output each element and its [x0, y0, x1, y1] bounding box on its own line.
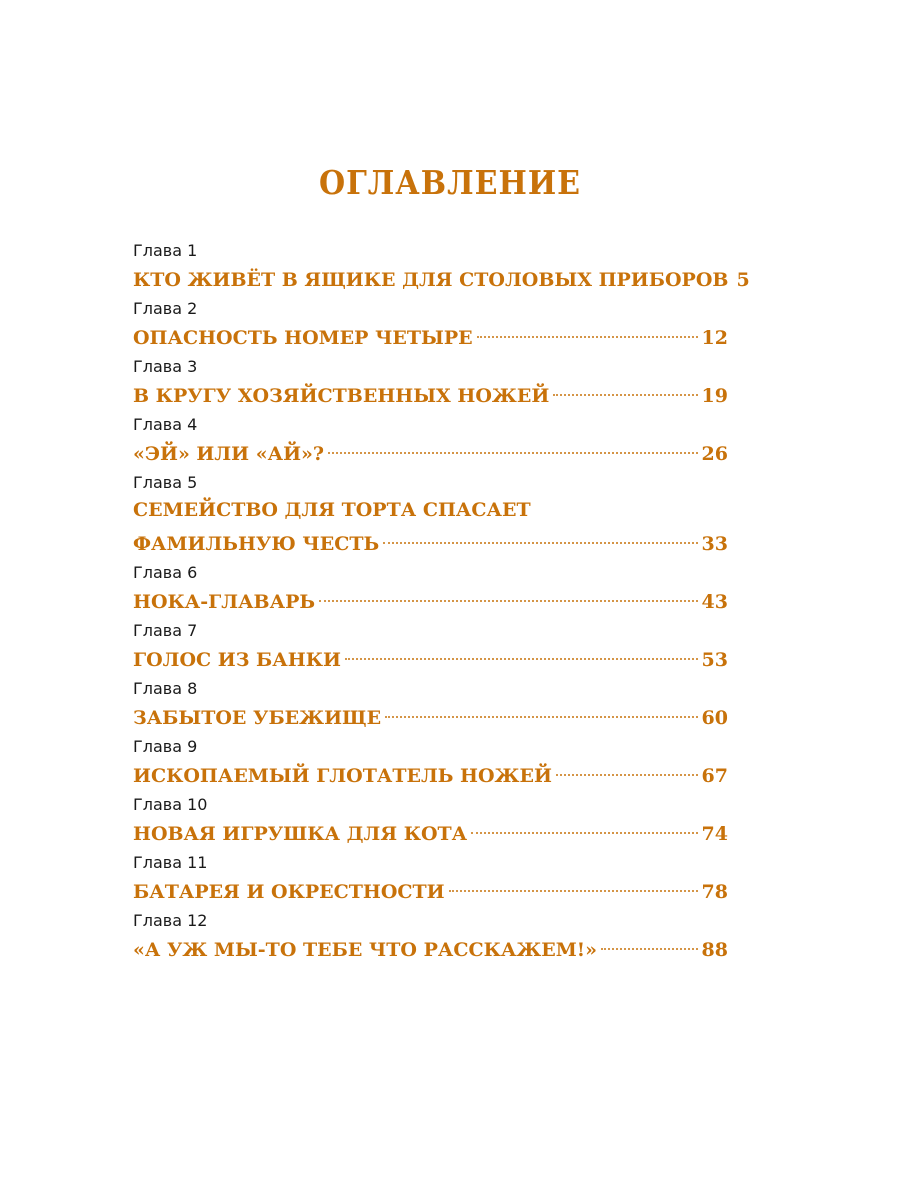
dot-leader: [449, 890, 698, 892]
chapter-title: НОКА-ГЛАВАРЬ: [133, 591, 316, 613]
chapter-title: В КРУГУ ХОЗЯЙСТВЕННЫХ НОЖЕЙ: [133, 385, 550, 407]
page-number: 26: [701, 443, 728, 465]
chapter-title: ЗАБЫТОЕ УБЕЖИЩЕ: [133, 707, 382, 729]
chapter-label: Глава 12: [133, 911, 208, 930]
toc-entry-1[interactable]: [133, 240, 750, 298]
chapter-title-line: [133, 584, 728, 620]
toc-entry-12[interactable]: [133, 910, 728, 968]
chapter-title-line: [133, 874, 728, 910]
chapter-title: «А УЖ МЫ-ТО ТЕБЕ ЧТО РАССКАЖЕМ!»: [133, 939, 598, 961]
chapter-title-line: [133, 262, 750, 298]
chapter-title-line: [133, 320, 728, 356]
chapter-title-line: [133, 526, 728, 562]
dot-leader: [471, 832, 697, 834]
dot-leader: [328, 452, 697, 454]
page-number: 78: [701, 881, 728, 903]
chapter-title-line: [133, 378, 728, 414]
dot-leader: [601, 948, 698, 950]
toc-entry-5[interactable]: [133, 472, 728, 562]
chapter-title: ИСКОПАЕМЫЙ ГЛОТАТЕЛЬ НОЖЕЙ: [133, 765, 552, 787]
chapter-label: Глава 10: [133, 795, 208, 814]
chapter-title: КТО ЖИВЁТ В ЯЩИКЕ ДЛЯ СТОЛОВЫХ ПРИБОРОВ: [133, 269, 729, 291]
toc-entry-10[interactable]: [133, 794, 728, 852]
dot-leader: [556, 774, 698, 776]
chapter-label: Глава 7: [133, 621, 198, 640]
chapter-label: Глава 11: [133, 853, 208, 872]
chapter-title-line: [133, 816, 728, 852]
page-title: ОГЛАВЛЕНИЕ: [318, 164, 582, 203]
chapter-title: ОПАСНОСТЬ НОМЕР ЧЕТЫРЕ: [133, 327, 473, 349]
table-of-contents: [133, 240, 750, 968]
chapter-label: Глава 4: [133, 415, 198, 434]
toc-entry-8[interactable]: [133, 678, 728, 736]
toc-entry-7[interactable]: [133, 620, 728, 678]
page-number: 53: [701, 649, 728, 671]
chapter-title-line: [133, 700, 728, 736]
chapter-label: Глава 6: [133, 563, 198, 582]
dot-leader: [477, 336, 698, 338]
page-number: 12: [701, 327, 728, 349]
page-number: 88: [701, 939, 728, 961]
page-number: 5: [736, 269, 750, 291]
chapter-label: Глава 1: [133, 241, 198, 260]
dot-leader: [385, 716, 697, 718]
toc-entry-9[interactable]: [133, 736, 728, 794]
chapter-title-line: [133, 436, 728, 472]
dot-leader: [383, 542, 697, 544]
toc-entry-11[interactable]: [133, 852, 728, 910]
chapter-title-line: [133, 642, 728, 678]
toc-entry-2[interactable]: [133, 298, 728, 356]
page-number: 19: [701, 385, 728, 407]
toc-entry-3[interactable]: [133, 356, 728, 414]
chapter-title: НОВАЯ ИГРУШКА ДЛЯ КОТА: [133, 823, 468, 845]
page-number: 67: [701, 765, 728, 787]
dot-leader: [345, 658, 698, 660]
chapter-label: Глава 3: [133, 357, 198, 376]
chapter-title: «ЭЙ» ИЛИ «АЙ»?: [133, 443, 325, 465]
page-number: 43: [701, 591, 728, 613]
chapter-label: Глава 8: [133, 679, 198, 698]
chapter-title: ГОЛОС ИЗ БАНКИ: [133, 649, 341, 671]
chapter-title: ФАМИЛЬНУЮ ЧЕСТЬ: [133, 533, 380, 555]
chapter-label: Глава 2: [133, 299, 198, 318]
page-number: 60: [701, 707, 728, 729]
chapter-label: Глава 9: [133, 737, 198, 756]
chapter-label: Глава 5: [133, 473, 198, 492]
dot-leader: [553, 394, 697, 396]
page-number: 33: [701, 533, 728, 555]
toc-entry-6[interactable]: [133, 562, 728, 620]
chapter-title-line: [133, 932, 728, 968]
dot-leader: [319, 600, 698, 602]
chapter-title-line: [133, 758, 728, 794]
page-number: 74: [701, 823, 728, 845]
chapter-title-first-line: СЕМЕЙСТВО ДЛЯ ТОРТА СПАСАЕТ: [133, 499, 531, 521]
toc-entry-4[interactable]: [133, 414, 728, 472]
chapter-title: БАТАРЕЯ И ОКРЕСТНОСТИ: [133, 881, 445, 903]
